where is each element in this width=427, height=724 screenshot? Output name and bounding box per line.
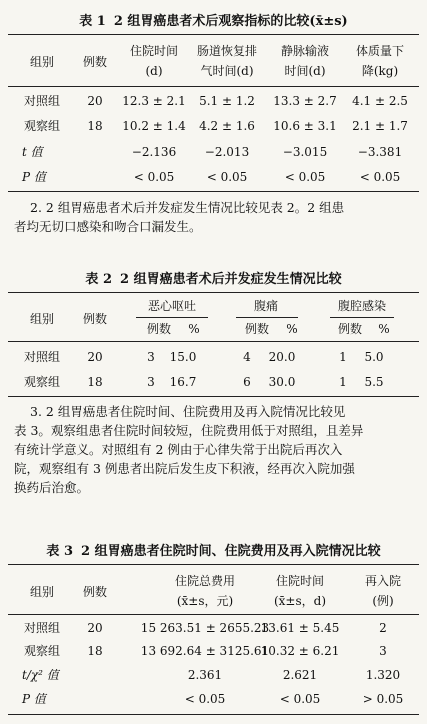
t2-header-infection: 腹腔感染 — [337, 299, 387, 313]
table2-title: 2 组胃癌患者术后并发症发生情况比较 — [120, 272, 342, 287]
t3-header-group: 组别 — [29, 585, 55, 599]
t1-header-count: 例数 — [82, 55, 108, 69]
paragraph-line: 有统计学意义。对照组有 2 例由于心律失常于出院后再次入 — [14, 442, 343, 457]
table1-caption — [0, 10, 427, 29]
t2-header-count: 例数 — [82, 312, 108, 326]
t2-subrule-nausea — [136, 317, 208, 318]
table-cell: 4.2 ± 1.6 — [199, 119, 255, 133]
table1-bottom-rule — [8, 191, 419, 192]
paragraph-line: 院，观察组有 3 例患者出院后发生皮下积液，经再次入院加强 — [14, 461, 355, 476]
t3-header-cost-unit: (x̄±s，元) — [176, 594, 234, 608]
table2-bottom-rule — [8, 396, 419, 397]
table-cell: 2.361 — [187, 668, 223, 682]
table-cell: > 0.05 — [362, 692, 404, 706]
table2-caption — [0, 268, 427, 287]
table-cell: 18 — [87, 644, 103, 658]
t1-header-bowel-unit: 气时间(d) — [200, 64, 254, 78]
table-cell: 2.1 ± 1.7 — [352, 119, 408, 133]
t2-header-group: 组别 — [29, 312, 55, 326]
table-cell: 对照组 — [23, 94, 61, 108]
table-cell: 10.32 ± 6.21 — [260, 644, 340, 658]
t3-header-count: 例数 — [82, 585, 108, 599]
table-cell: 5.5 — [364, 375, 384, 389]
table-cell: < 0.05 — [359, 170, 401, 184]
t1-header-weight-unit: 降(kg) — [361, 64, 399, 78]
table-cell: 2.621 — [282, 668, 318, 682]
t1-header-group: 组别 — [29, 55, 55, 69]
table-cell: 观察组 — [23, 375, 61, 389]
table-cell: 10.2 ± 1.4 — [122, 119, 186, 133]
t1-header-stay: 住院时间 — [129, 44, 179, 58]
table-cell: P 值 — [22, 692, 46, 706]
table-cell: −2.136 — [131, 145, 177, 159]
table3-number: 表 3 — [46, 544, 73, 559]
table-cell: 5.1 ± 1.2 — [199, 94, 255, 108]
table-cell: 20 — [87, 94, 103, 108]
table-cell: −2.013 — [204, 145, 250, 159]
table-cell: 4.1 ± 2.5 — [352, 94, 408, 108]
t1-header-stay-unit: (d) — [145, 64, 163, 78]
table-cell: −3.015 — [282, 145, 328, 159]
table-cell: 1.320 — [365, 668, 401, 682]
t3-header-stay-unit: (x̄±s，d) — [273, 594, 327, 608]
table-cell: 3 — [147, 350, 155, 364]
table-cell: 对照组 — [23, 621, 61, 635]
table-cell: 10.6 ± 3.1 — [273, 119, 337, 133]
table-cell: 5.0 — [364, 350, 384, 364]
table-cell: 2 — [379, 621, 387, 635]
paragraph-line: 换药后治愈。 — [14, 480, 90, 495]
t2-subheader-pct: % — [286, 322, 298, 336]
table-cell: < 0.05 — [184, 692, 226, 706]
paragraph-complications — [14, 198, 414, 236]
table2-header-rule — [8, 341, 419, 342]
table-cell: 20 — [87, 621, 103, 635]
table-cell: 观察组 — [23, 644, 61, 658]
table-cell: 1 — [339, 375, 347, 389]
table-cell: 15.0 — [169, 350, 197, 364]
table3-header-rule — [8, 614, 419, 615]
table-cell: < 0.05 — [133, 170, 175, 184]
table-cell: 对照组 — [23, 350, 61, 364]
table-cell: −3.381 — [357, 145, 403, 159]
t2-subrule-infection — [330, 317, 394, 318]
t1-header-iv: 静脉输液 — [280, 44, 330, 58]
table-cell: 6 — [243, 375, 251, 389]
table-cell: 13 692.64 ± 3125.61 — [140, 644, 270, 658]
table-cell: 20 — [87, 350, 103, 364]
t1-header-bowel: 肠道恢复排 — [196, 44, 258, 58]
table-cell: 16.7 — [169, 375, 197, 389]
table1-top-rule — [8, 34, 419, 35]
table-cell: < 0.05 — [284, 170, 326, 184]
paragraph-line: 2. 2 组胃癌患者术后并发症发生情况比较见表 2。2 组患 — [30, 200, 345, 215]
table-cell: 15 263.51 ± 2655.23 — [140, 621, 270, 635]
table3-caption — [0, 540, 427, 559]
table-cell: 4 — [243, 350, 251, 364]
t2-subheader-pct: % — [378, 322, 390, 336]
t2-subheader-n: 例数 — [244, 322, 270, 336]
table3-title: 2 组胃癌患者住院时间、住院费用及再入院情况比较 — [81, 544, 381, 559]
table-cell: P 值 — [22, 170, 46, 184]
t2-subheader-n: 例数 — [337, 322, 363, 336]
table3-top-rule — [8, 564, 419, 565]
t2-header-pain: 腹痛 — [253, 299, 279, 313]
table2-top-rule — [8, 292, 419, 293]
table-cell: < 0.05 — [279, 692, 321, 706]
table-cell: 1 — [339, 350, 347, 364]
table-cell: 18 — [87, 119, 103, 133]
t2-subheader-pct: % — [188, 322, 200, 336]
t2-header-nausea: 恶心呕吐 — [147, 299, 197, 313]
table3-bottom-rule — [8, 714, 419, 715]
t3-header-readmit: 再入院 — [364, 574, 402, 588]
table-cell: 13.3 ± 2.7 — [273, 94, 337, 108]
table-cell: 20.0 — [268, 350, 296, 364]
t3-header-readmit-unit: (例) — [372, 594, 394, 608]
table-cell: t 值 — [22, 145, 43, 159]
table1-title: 2 组胃癌患者术后观察指标的比较(x̄±s) — [113, 14, 348, 29]
table1-header-rule — [8, 86, 419, 87]
t2-subheader-n: 例数 — [146, 322, 172, 336]
table-cell: t/χ² 值 — [22, 668, 59, 682]
t3-header-stay: 住院时间 — [275, 574, 325, 588]
t2-subrule-pain — [236, 317, 298, 318]
paragraph-line: 表 3。观察组患者住院时间较短，住院费用低于对照组，且差异 — [14, 423, 364, 438]
paragraph-line: 3. 2 组胃癌患者住院时间、住院费用及再入院情况比较见 — [30, 404, 346, 419]
table-cell: 3 — [147, 375, 155, 389]
t1-header-weight: 体质量下 — [355, 44, 405, 58]
table-cell: 3 — [379, 644, 387, 658]
table-cell: 观察组 — [23, 119, 61, 133]
table-cell: 30.0 — [268, 375, 296, 389]
table-cell: 12.3 ± 2.1 — [122, 94, 186, 108]
paragraph-line: 者均无切口感染和吻合口漏发生。 — [14, 219, 202, 234]
t1-header-iv-unit: 时间(d) — [284, 64, 326, 78]
table2-number: 表 2 — [85, 272, 112, 287]
paragraph-hospital-stay — [14, 402, 414, 497]
table-cell: 13.61 ± 5.45 — [260, 621, 340, 635]
t3-header-cost: 住院总费用 — [174, 574, 236, 588]
table1-number: 表 1 — [79, 14, 106, 29]
table-cell: 18 — [87, 375, 103, 389]
table-cell: < 0.05 — [206, 170, 248, 184]
